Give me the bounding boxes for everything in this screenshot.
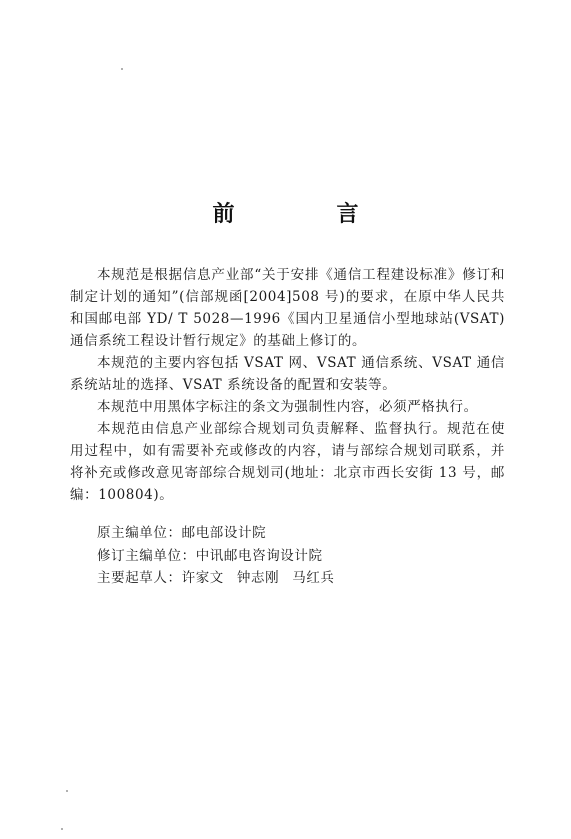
preface-body [70,264,505,506]
drafters-label: 主要起草人： [97,570,182,586]
page-title: 前 言 [212,202,399,227]
paragraph-basis: 本规范是根据信息产业部“关于安排《通信工程建设标准》修订和制定计划的通知”(信部规函[2004]508 号)的要求，在原中华人民共和国邮电部 YD/ T 5028—1996《国内卫星通信小型地球站(VSAT)通信系统工程设计暂行规定》的基础上修订的。 [70,267,505,349]
paragraph-content: 本规范的主要内容包括 VSAT 网、VSAT 通信系统、VSAT 通信系统站址的选择、VSAT 系统设备的配置和安装等。 [70,355,505,393]
drafter-name: 钟志刚 [236,570,280,586]
credits-block [97,522,517,590]
paragraph-interpretation: 本规范由信息产业部综合规划司负责解释、监督执行。规范在使用过程中，如有需要补充或修改的内容，请与部综合规划司联系，并将补充或修改意见寄部综合规划司(地址：北京市西长安街 13 号，邮编：100804)。 [70,421,505,503]
drafter-name: 许家文 [181,570,224,586]
scan-speck [61,828,63,830]
main-drafters [97,567,517,590]
drafter-name: 马红兵 [292,570,335,586]
original-editor-unit: 原主编单位：邮电部设计院 [97,525,267,541]
revision-editor-unit: 修订主编单位：中讯邮电咨询设计院 [97,547,323,564]
scan-speck [121,68,123,70]
scan-speck [66,790,68,792]
paragraph-mandatory: 本规范中用黑体字标注的条文为强制性内容，必须严格执行。 [97,399,478,415]
